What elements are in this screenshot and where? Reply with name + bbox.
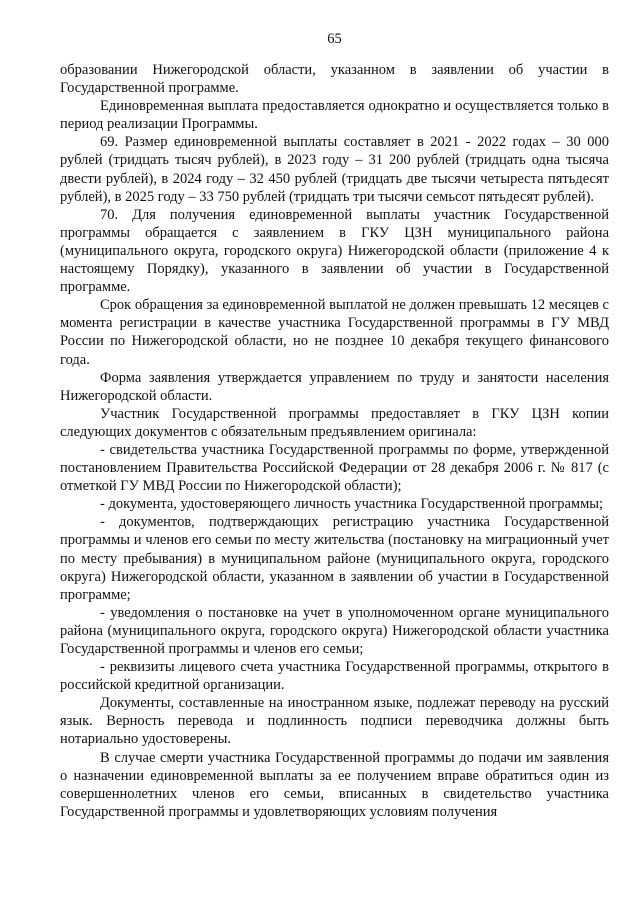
paragraph-8: - свидетельства участника Государственной программы по форме, утвержденной постановлением Правительства Российской Федерации от 28 декабря 2006 г. № 817 (с отметкой ГУ МВД России по Нижегородской области);: [60, 441, 609, 495]
paragraph-10: - документов, подтверждающих регистрацию участника Государственной программы и членов его семьи по месту жительства (постановку на миграционный учет по месту пребывания) в муниципальном районе (муниципального округа, городского округа) Нижегородской области, указанном в заявлении об участии в Государственной программе;: [60, 514, 609, 603]
paragraph-13: Документы, составленные на иностранном языке, подлежат переводу на русский язык. Верность перевода и подлинность подписи переводчика должны быть нотариально удостоверены.: [60, 695, 609, 748]
paragraph-7: Участник Государственной программы предоставляет в ГКУ ЦЗН копии следующих документов с обязательным предъявлением оригинала:: [60, 405, 609, 440]
paragraph-4: 70. Для получения единовременной выплаты участник Государственной программы обращается с заявлением в ГКУ ЦЗН муниципального района (муниципального округа, городского округа) Нижегородской области (приложение 4 к настоящему Порядку), указанного в заявлении об участии в Государственной программе.: [60, 206, 609, 296]
page-number: 65: [327, 31, 342, 47]
paragraph-5: Срок обращения за единовременной выплатой не должен превышать 12 месяцев с момента регистрации в качестве участника Государственной программы в ГУ МВД России по Нижегородской области, но не позднее 10 декабря текущего финансового года.: [60, 297, 609, 368]
document-body: [60, 61, 609, 821]
paragraph-14: В случае смерти участника Государственной программы до подачи им заявления о назначении единовременной выплаты за ее получением вправе обратиться один из совершеннолетних членов его семьи, вписанных в свидетельство участника Государственной программы и удовлетворяющих условиям получения: [60, 749, 609, 820]
paragraph-11: - уведомления о постановке на учет в уполномоченном органе муниципального района (муниципального округа, городского округа) Нижегородской области участника Государственной программы и членов его семьи;: [60, 604, 609, 657]
paragraph-3: 69. Размер единовременной выплаты составляет в 2021 - 2022 годах – 30 000 рублей (тридцать тысяч рублей), в 2023 году – 31 200 рублей (тридцать одна тысяча двести рублей), в 2024 году – 32 450 рублей (тридцать две тысячи четыреста пятьдесят рублей), в 2025 году – 33 750 рублей (тридцать три тысячи семьсот пятьдесят рублей).: [60, 134, 609, 205]
paragraph-6: Форма заявления утверждается управлением по труду и занятости населения Нижегородской области.: [60, 369, 609, 404]
paragraph-9: - документа, удостоверяющего личность участника Государственной программы;: [100, 496, 604, 513]
paragraph-2: Единовременная выплата предоставляется однократно и осуществляется только в период реализации Программы.: [60, 98, 609, 133]
paragraph-12: - реквизиты лицевого счета участника Государственной программы, открытого в российской кредитной организации.: [60, 659, 609, 694]
paragraph-1: образовании Нижегородской области, указанном в заявлении об участии в Государственной программе.: [60, 62, 609, 97]
